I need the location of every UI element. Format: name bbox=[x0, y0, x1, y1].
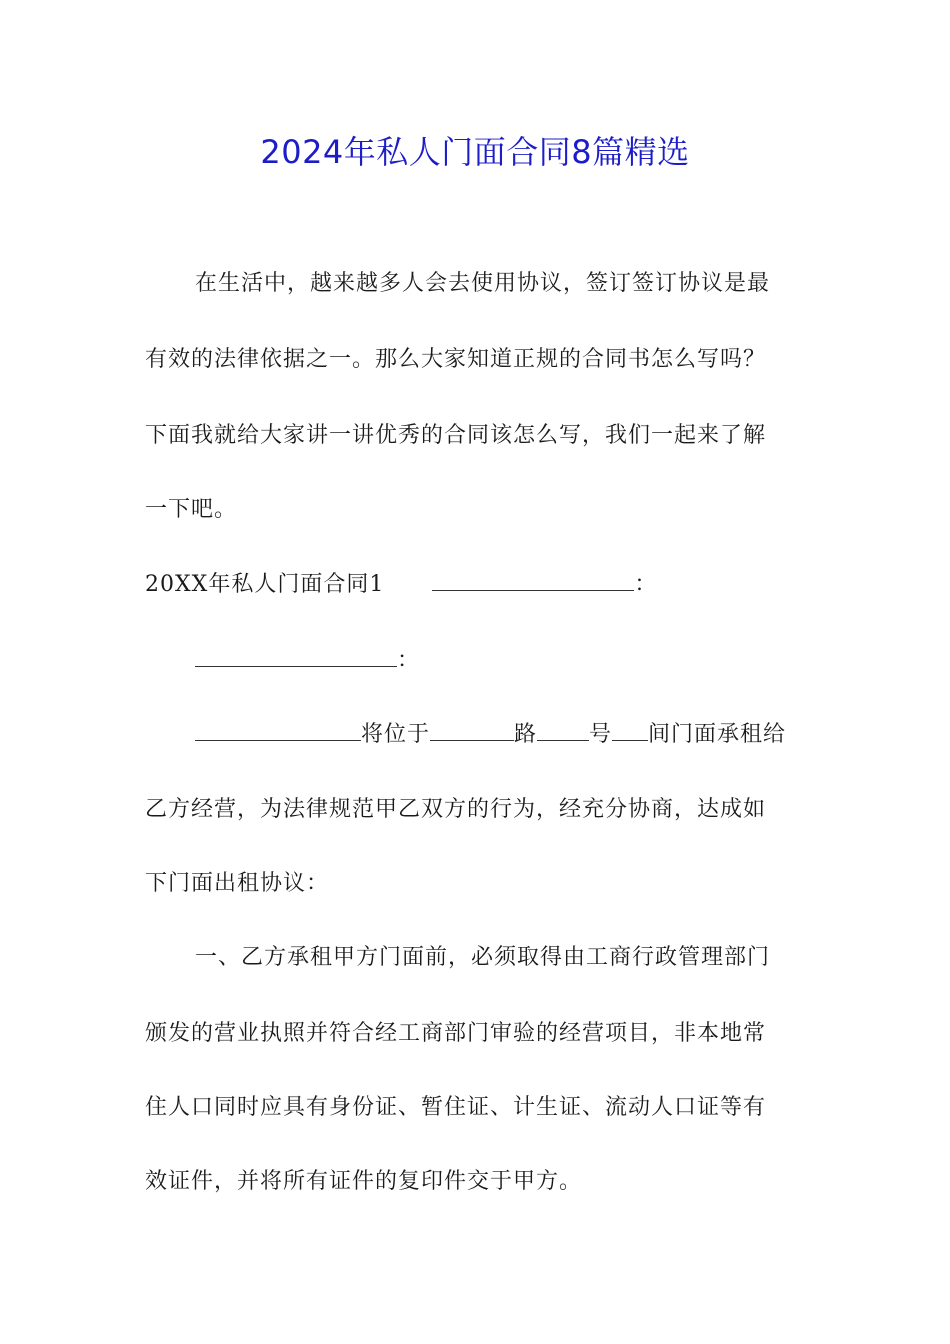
party-a-colon: ： bbox=[634, 572, 658, 597]
clause-1-line-4: 效证件，并将所有证件的复印件交于甲方。 bbox=[145, 1169, 583, 1194]
intro-line-1: 在生活中，越来越多人会去使用协议，签订签订协议是最 bbox=[195, 271, 771, 296]
preamble-text-number: 号 bbox=[589, 722, 613, 747]
party-b-blank bbox=[195, 644, 397, 667]
intro-line-4: 一下吧。 bbox=[145, 497, 238, 522]
party-a-blank bbox=[432, 568, 634, 591]
lessor-blank bbox=[195, 718, 361, 741]
party-b-line bbox=[195, 644, 810, 677]
preamble-text-road: 路 bbox=[514, 722, 538, 747]
clause-1-line-2: 颁发的营业执照并符合经工商部门审验的经营项目，非本地常 bbox=[145, 1021, 767, 1046]
room-count-blank bbox=[612, 718, 648, 741]
clause-1-line-1: 一、乙方承租甲方门面前，必须取得由工商行政管理部门 bbox=[195, 945, 771, 970]
preamble-line-2: 乙方经营，为法律规范甲乙双方的行为，经充分协商，达成如 bbox=[145, 797, 767, 822]
contract-heading: 20XX年私人门面合同1 bbox=[145, 572, 385, 597]
party-b-colon: ： bbox=[397, 648, 421, 673]
intro-line-3: 下面我就给大家讲一讲优秀的合同该怎么写，我们一起来了解 bbox=[145, 423, 767, 448]
preamble-line-3: 下门面出租协议： bbox=[145, 871, 330, 896]
contract-heading-line bbox=[145, 568, 810, 601]
preamble-line-1 bbox=[195, 718, 810, 751]
number-blank bbox=[537, 718, 589, 741]
preamble-text-located: 将位于 bbox=[361, 722, 431, 747]
clause-1-line-3: 住人口同时应具有身份证、暂住证、计生证、流动人口证等有 bbox=[145, 1095, 767, 1120]
preamble-text-lease: 间门面承租给 bbox=[648, 722, 787, 747]
document-title: 2024年私人门面合同8篇精选 bbox=[260, 133, 690, 171]
road-blank bbox=[430, 718, 514, 741]
intro-line-2: 有效的法律依据之一。那么大家知道正规的合同书怎么写吗？ bbox=[145, 347, 767, 372]
